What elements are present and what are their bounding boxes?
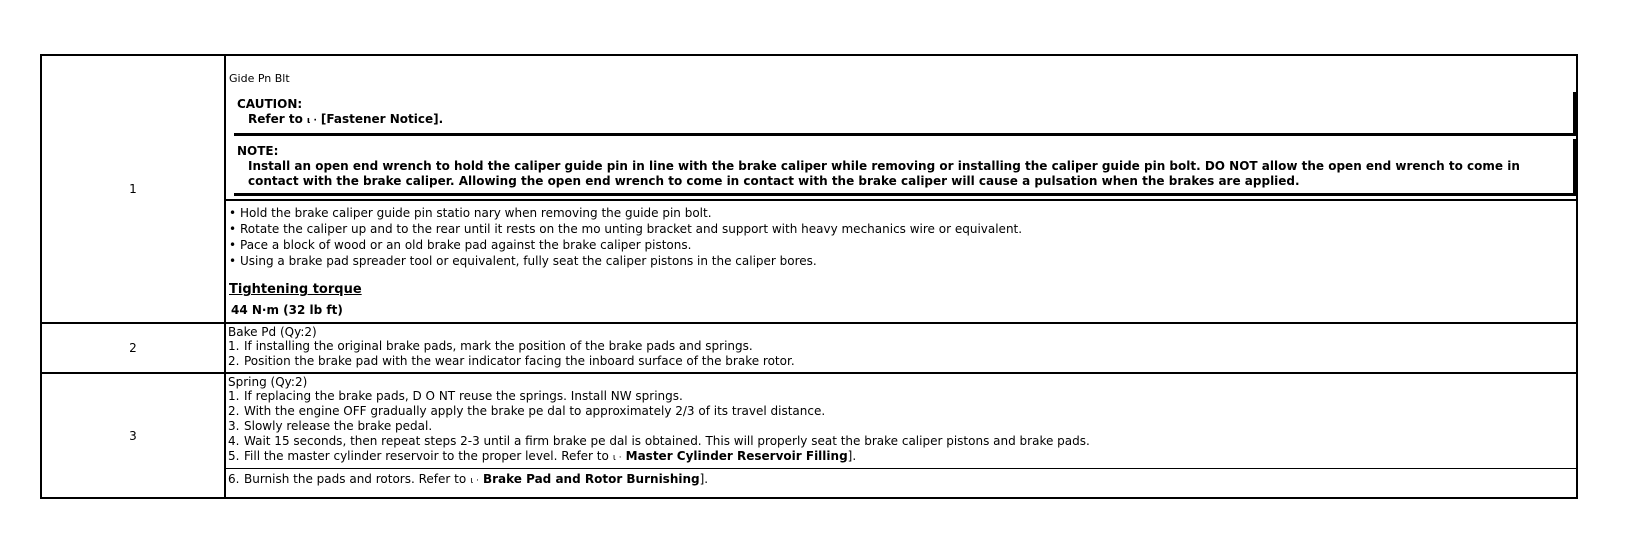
divider (226, 199, 1576, 201)
step-number: 2 (41, 323, 225, 373)
table-row (41, 373, 1577, 498)
reference-icon: ι · (470, 476, 479, 486)
step-content (225, 323, 1577, 373)
caution-prefix: Refer to (248, 112, 303, 126)
table-row (41, 323, 1577, 373)
torque-heading: Tightening torque (229, 282, 362, 297)
list-item: 1. If installing the original brake pads, mark the position of the brake pads and springs. (228, 339, 753, 353)
list-item: 2. Position the brake pad with the wear indicator facing the inboard surface of the brake rotor. (228, 354, 795, 368)
caution-box (234, 92, 1576, 136)
step-title: Bake Pd (Qy:2) (228, 325, 317, 339)
caution-label: CAUTION: (237, 97, 303, 111)
list-item: 2. With the engine OFF gradually apply the brake pe dal to approximately 2/3 of its travel distance. (228, 404, 826, 418)
list-item: 4. Wait 15 seconds, then repeat steps 2-3 until a firm brake pe dal is obtained. This will properly seat the brake caliper pistons and brake pads. (228, 434, 1090, 448)
step-content (225, 373, 1577, 498)
burnishing-link[interactable]: Brake Pad and Rotor Burnishing (482, 472, 700, 486)
caution-body (237, 112, 1565, 129)
numbered-list (226, 339, 1576, 369)
numbered-list (226, 389, 1576, 466)
list-item: • Rotate the caliper up and to the rear until it rests on the mo unting bracket and support with heavy mechanics wire or equivalent. (226, 221, 1576, 237)
step-number: 1 (41, 55, 225, 323)
list-item: 1. If replacing the brake pads, D O NT reuse the springs. Install NW springs. (228, 389, 683, 403)
procedure-table (40, 54, 1578, 499)
bullet-list (226, 205, 1576, 269)
list-item: • Using a brake pad spreader tool or equivalent, fully seat the caliper pistons in the caliper bores. (226, 253, 1576, 269)
list-item: 6. Burnish the pads and rotors. Refer to ι · Brake Pad and Rotor Burnishing]. (226, 468, 1576, 488)
reservoir-filling-link[interactable]: Master Cylinder Reservoir Filling (625, 449, 848, 463)
note-label: NOTE: (237, 144, 279, 158)
list-item: 3. Slowly release the brake pedal. (228, 419, 433, 433)
note-body: Install an open end wrench to hold the caliper guide pin in line with the brake caliper while removing or installing the caliper guide pin bolt. DO NOT allow the open end wrench to come in contact with the brake caliper. Allowing the open end wrench to come in contact with the brake caliper will cause a pulsation when the brakes are applied. (248, 159, 1520, 188)
fastener-notice-link[interactable]: [Fastener Notice]. (320, 112, 444, 126)
note-box (234, 139, 1576, 196)
reference-icon: ι · (306, 116, 317, 126)
step-number: 3 (41, 373, 225, 498)
list-item: 5. Fill the master cylinder reservoir to the proper level. Refer to ι · Master Cylinder Reservoir Filling]. (228, 449, 857, 463)
table-row (41, 55, 1577, 323)
list-item: • Pace a block of wood or an old brake pad against the brake caliper pistons. (226, 237, 1576, 253)
step-title: Spring (Qy:2) (228, 375, 308, 389)
step-content (225, 55, 1577, 323)
torque-value: 44 N·m (32 lb ft) (231, 303, 343, 317)
reference-icon: ι · (612, 453, 622, 463)
step-title: Gide Pn Blt (229, 72, 290, 85)
list-item: • Hold the brake caliper guide pin statio nary when removing the guide pin bolt. (226, 205, 1576, 221)
